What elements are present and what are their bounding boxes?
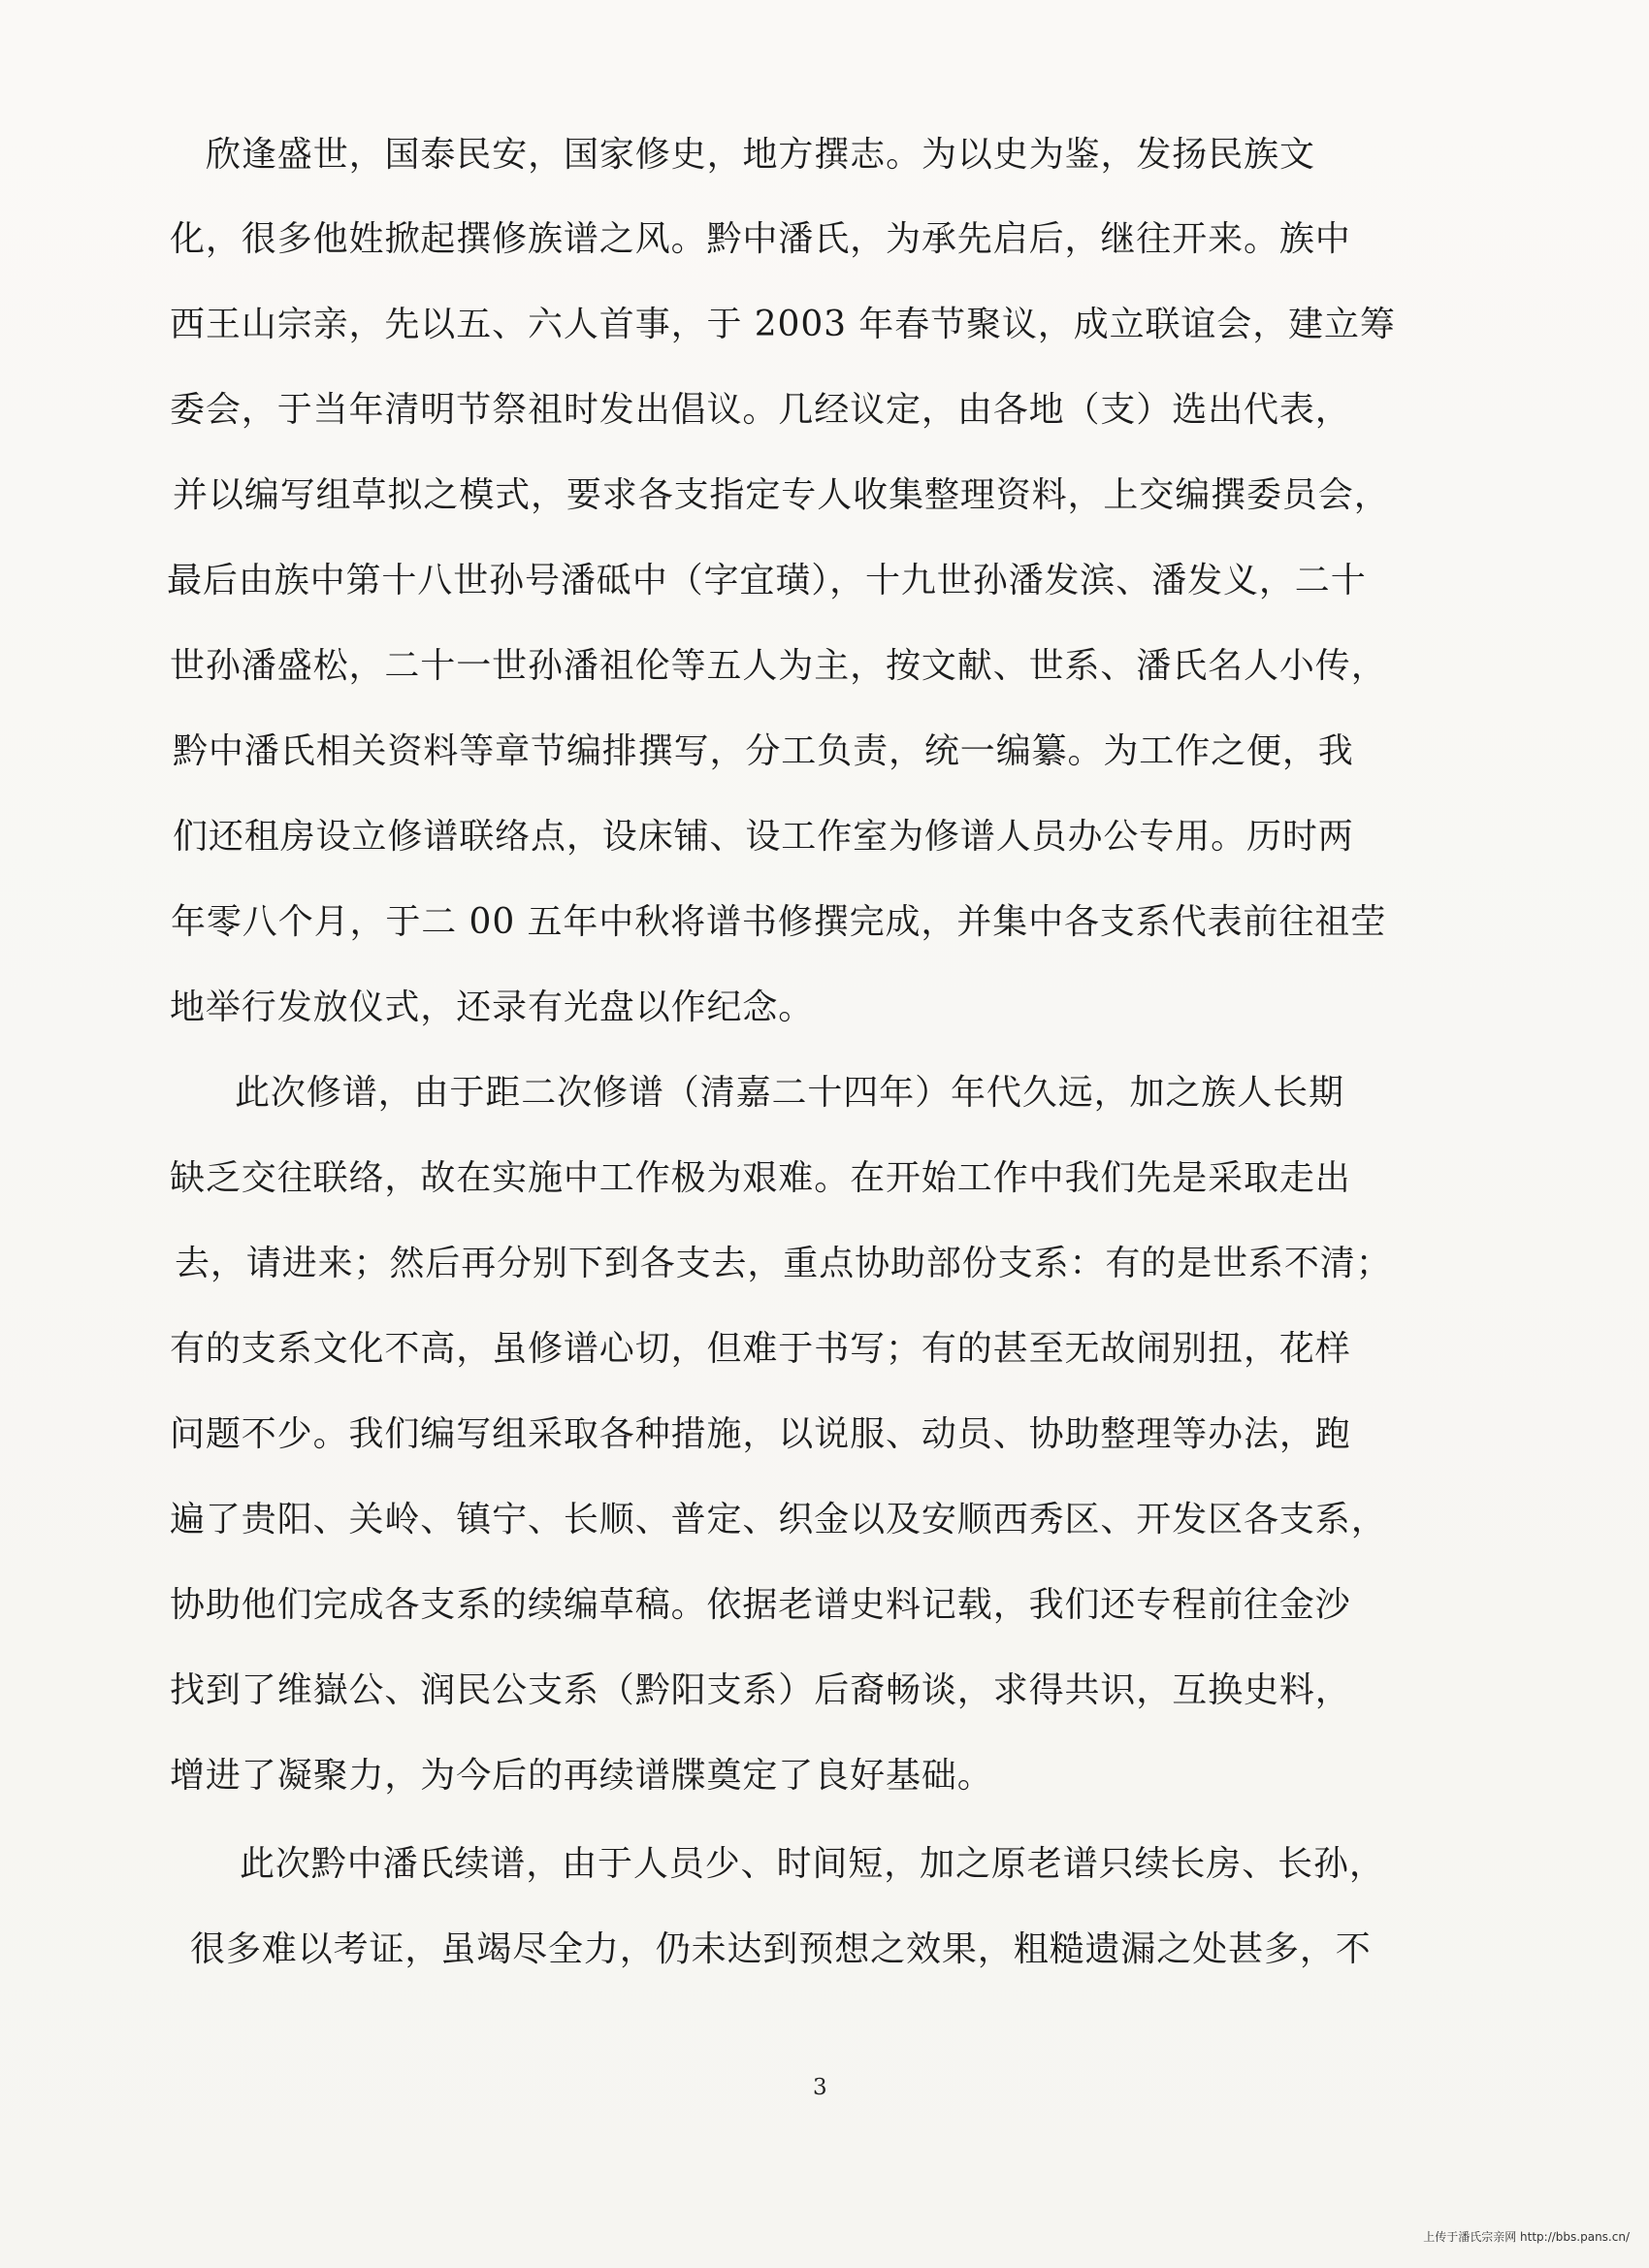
- text-line: 化，很多他姓掀起撰修族谱之风。黔中潘氏，为承先启后，继往开来。族中: [170, 219, 1351, 259]
- text-line: 世孙潘盛松，二十一世孙潘祖伦等五人为主，按文献、世系、潘氏名人小传，: [170, 646, 1387, 686]
- text-line: 最后由族中第十八世孙号潘砥中（字宜璜），十九世孙潘发滨、潘发义，二十: [167, 561, 1367, 600]
- text-line: 年零八个月，于二 00 五年中秋将谱书修撰完成，并集中各支系代表前往祖茔: [171, 902, 1387, 942]
- text-line: 黔中潘氏相关资料等章节编排撰写，分工负责，统一编纂。为工作之便，我: [173, 731, 1354, 771]
- text-line: 欣逢盛世，国泰民安，国家修史，地方撰志。为以史为鉴，发扬民族文: [206, 135, 1315, 175]
- text-line: 此次修谱，由于距二次修谱（清嘉二十四年）年代久远，加之族人长期: [235, 1073, 1344, 1113]
- text-line: 协助他们完成各支系的续编草稿。依据老谱史料记载，我们还专程前往金沙: [170, 1585, 1351, 1625]
- text-line: 去，请进来；然后再分别下到各支去，重点协助部份支系：有的是世系不清；: [175, 1244, 1392, 1283]
- text-line: 找到了维嶽公、润民公支系（黔阳支系）后裔畅谈，求得共识，互换史料，: [170, 1670, 1351, 1710]
- text-line: 遍了贵阳、关岭、镇宁、长顺、普定、织金以及安顺西秀区、开发区各支系，: [170, 1500, 1387, 1539]
- text-line: 西王山宗亲，先以五、六人首事，于 2003 年春节聚议，成立联谊会，建立筹: [170, 305, 1396, 344]
- text-line: 们还租房设立修谱联络点，设床铺、设工作室为修谱人员办公专用。历时两: [173, 817, 1354, 857]
- text-line: 很多难以考证，虽竭尽全力，仍未达到预想之效果，粗糙遗漏之处甚多，不: [190, 1929, 1372, 1969]
- text-line: 缺乏交往联络，故在实施中工作极为艰难。在开始工作中我们先是采取走出: [170, 1158, 1351, 1198]
- text-line: 问题不少。我们编写组采取各种措施，以说服、动员、协助整理等办法，跑: [170, 1414, 1351, 1454]
- text-line: 此次黔中潘氏续谱，由于人员少、时间短，加之原老谱只续长房、长孙，: [240, 1844, 1385, 1884]
- page-number: 3: [813, 2075, 827, 2100]
- text-line: 地举行发放仪式，还录有光盘以作纪念。: [170, 988, 815, 1027]
- text-line: 增进了凝聚力，为今后的再续谱牒奠定了良好基础。: [170, 1756, 993, 1796]
- text-line: 并以编写组草拟之模式，要求各支指定专人收集整理资料，上交编撰委员会，: [173, 475, 1390, 515]
- text-line: 有的支系文化不高，虽修谱心切，但难于书写；有的甚至无故闹别扭，花样: [170, 1329, 1351, 1369]
- upload-watermark: 上传于潘氏宗亲网 http://bbs.pans.cn/: [1423, 2230, 1630, 2244]
- text-line: 委会，于当年清明节祭祖时发出倡议。几经议定，由各地（支）选出代表，: [170, 390, 1351, 430]
